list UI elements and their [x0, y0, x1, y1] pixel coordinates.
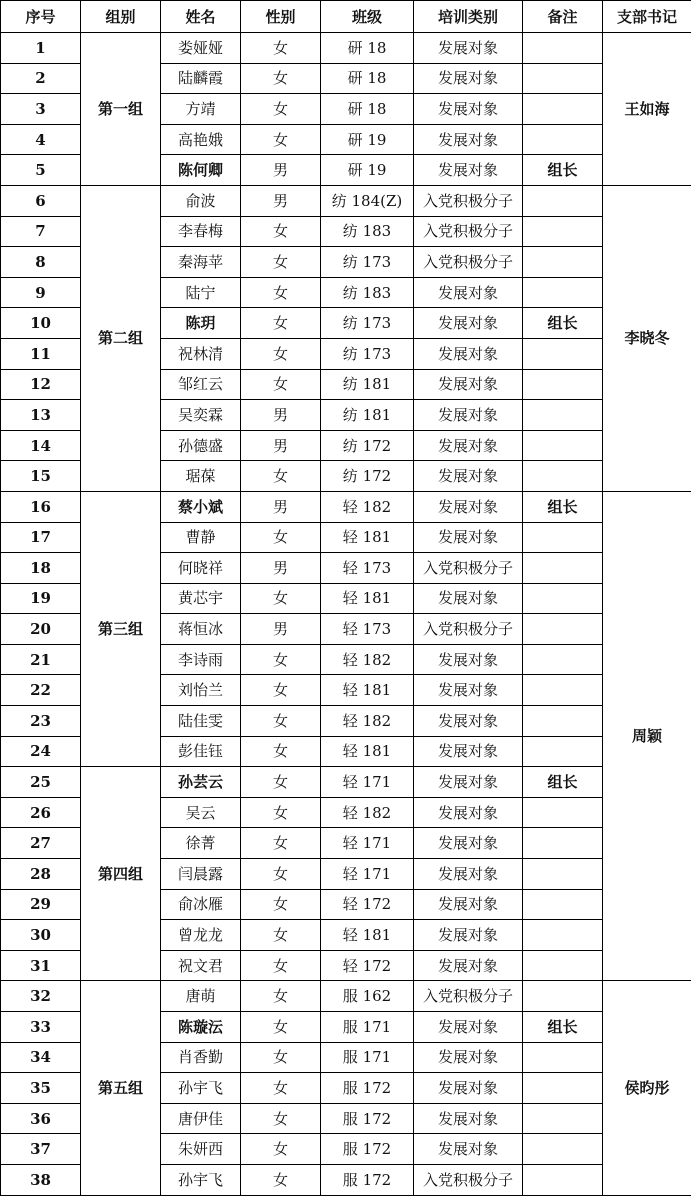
member-name: 徐菁 — [161, 828, 241, 859]
member-name: 方靖 — [161, 94, 241, 125]
row-number: 1 — [1, 33, 81, 64]
row-number: 28 — [1, 859, 81, 890]
member-class: 轻 173 — [321, 553, 414, 584]
member-class: 研 18 — [321, 33, 414, 64]
header-secretary: 支部书记 — [603, 1, 691, 33]
training-type: 发展对象 — [414, 124, 523, 155]
member-gender: 女 — [241, 338, 321, 369]
training-type: 发展对象 — [414, 1042, 523, 1073]
table-header — [1, 1, 691, 33]
note-cell — [523, 950, 603, 981]
member-name: 孙德盛 — [161, 430, 241, 461]
member-gender: 男 — [241, 491, 321, 522]
table-row — [1, 767, 691, 798]
training-type: 发展对象 — [414, 767, 523, 798]
member-class: 服 172 — [321, 1134, 414, 1165]
member-gender: 女 — [241, 369, 321, 400]
row-number: 26 — [1, 797, 81, 828]
training-type: 发展对象 — [414, 583, 523, 614]
table-row — [1, 33, 691, 64]
row-number: 7 — [1, 216, 81, 247]
training-type: 发展对象 — [414, 889, 523, 920]
note-cell — [523, 185, 603, 216]
row-number: 31 — [1, 950, 81, 981]
note-cell — [523, 920, 603, 951]
member-name: 刘怡兰 — [161, 675, 241, 706]
member-class: 服 172 — [321, 1103, 414, 1134]
training-type: 入党积极分子 — [414, 1164, 523, 1195]
member-name: 吴奕霖 — [161, 400, 241, 431]
member-class: 研 19 — [321, 124, 414, 155]
training-type: 发展对象 — [414, 736, 523, 767]
training-type: 发展对象 — [414, 1134, 523, 1165]
member-gender: 女 — [241, 950, 321, 981]
training-type: 发展对象 — [414, 400, 523, 431]
member-gender: 男 — [241, 400, 321, 431]
training-type: 发展对象 — [414, 369, 523, 400]
row-number: 30 — [1, 920, 81, 951]
header-class: 班级 — [321, 1, 414, 33]
note-cell — [523, 859, 603, 890]
training-type: 入党积极分子 — [414, 614, 523, 645]
member-name: 吴云 — [161, 797, 241, 828]
note-cell — [523, 675, 603, 706]
member-class: 轻 171 — [321, 859, 414, 890]
row-number: 23 — [1, 706, 81, 737]
secretary-cell: 周颖 — [603, 491, 691, 981]
row-number: 15 — [1, 461, 81, 492]
note-cell — [523, 461, 603, 492]
note-cell — [523, 1073, 603, 1104]
member-class: 纺 184(Z) — [321, 185, 414, 216]
member-class: 轻 182 — [321, 797, 414, 828]
note-cell — [523, 400, 603, 431]
header-note: 备注 — [523, 1, 603, 33]
table-row — [1, 185, 691, 216]
member-name: 唐伊佳 — [161, 1103, 241, 1134]
member-class: 轻 182 — [321, 644, 414, 675]
header-training-type: 培训类别 — [414, 1, 523, 33]
training-type: 入党积极分子 — [414, 553, 523, 584]
member-gender: 女 — [241, 1134, 321, 1165]
member-class: 轻 181 — [321, 522, 414, 553]
member-class: 纺 181 — [321, 369, 414, 400]
note-cell — [523, 706, 603, 737]
header-group: 组别 — [81, 1, 161, 33]
note-cell — [523, 889, 603, 920]
row-number: 33 — [1, 1012, 81, 1043]
row-number: 8 — [1, 247, 81, 278]
member-gender: 男 — [241, 614, 321, 645]
row-number: 29 — [1, 889, 81, 920]
member-gender: 女 — [241, 277, 321, 308]
member-gender: 女 — [241, 216, 321, 247]
note-cell — [523, 94, 603, 125]
group-cell: 第一组 — [81, 33, 161, 186]
note-cell: 组长 — [523, 155, 603, 186]
member-gender: 女 — [241, 522, 321, 553]
secretary-cell: 王如海 — [603, 33, 691, 186]
member-class: 轻 171 — [321, 767, 414, 798]
member-gender: 女 — [241, 1012, 321, 1043]
member-name: 高艳娥 — [161, 124, 241, 155]
training-type: 发展对象 — [414, 308, 523, 339]
note-cell — [523, 1134, 603, 1165]
row-number: 17 — [1, 522, 81, 553]
member-class: 纺 173 — [321, 247, 414, 278]
note-cell — [523, 277, 603, 308]
group-cell: 第四组 — [81, 767, 161, 981]
row-number: 6 — [1, 185, 81, 216]
row-number: 20 — [1, 614, 81, 645]
training-type: 发展对象 — [414, 859, 523, 890]
member-class: 纺 181 — [321, 400, 414, 431]
training-type: 发展对象 — [414, 675, 523, 706]
member-gender: 女 — [241, 981, 321, 1012]
member-name: 闫晨露 — [161, 859, 241, 890]
member-name: 孙宇飞 — [161, 1073, 241, 1104]
member-class: 服 162 — [321, 981, 414, 1012]
note-cell — [523, 644, 603, 675]
row-number: 14 — [1, 430, 81, 461]
training-type: 发展对象 — [414, 706, 523, 737]
member-class: 服 172 — [321, 1164, 414, 1195]
row-number: 12 — [1, 369, 81, 400]
training-type: 入党积极分子 — [414, 216, 523, 247]
note-cell — [523, 553, 603, 584]
header-gender: 性别 — [241, 1, 321, 33]
row-number: 16 — [1, 491, 81, 522]
member-gender: 女 — [241, 644, 321, 675]
member-class: 服 172 — [321, 1073, 414, 1104]
member-class: 纺 183 — [321, 216, 414, 247]
note-cell — [523, 338, 603, 369]
member-gender: 男 — [241, 553, 321, 584]
member-gender: 女 — [241, 308, 321, 339]
member-class: 轻 181 — [321, 736, 414, 767]
header-name: 姓名 — [161, 1, 241, 33]
row-number: 21 — [1, 644, 81, 675]
note-cell: 组长 — [523, 491, 603, 522]
note-cell: 组长 — [523, 308, 603, 339]
member-gender: 女 — [241, 583, 321, 614]
training-type: 发展对象 — [414, 950, 523, 981]
member-class: 纺 183 — [321, 277, 414, 308]
row-number: 4 — [1, 124, 81, 155]
member-name: 彭佳钰 — [161, 736, 241, 767]
group-cell: 第三组 — [81, 491, 161, 766]
member-name: 肖香勤 — [161, 1042, 241, 1073]
table-row — [1, 491, 691, 522]
member-class: 研 18 — [321, 63, 414, 94]
member-class: 纺 173 — [321, 308, 414, 339]
member-gender: 女 — [241, 1042, 321, 1073]
row-number: 35 — [1, 1073, 81, 1104]
member-gender: 女 — [241, 706, 321, 737]
note-cell — [523, 33, 603, 64]
member-name: 娄娅娅 — [161, 33, 241, 64]
member-name: 朱妍西 — [161, 1134, 241, 1165]
training-type: 发展对象 — [414, 338, 523, 369]
note-cell — [523, 247, 603, 278]
note-cell — [523, 736, 603, 767]
member-class: 轻 171 — [321, 828, 414, 859]
member-gender: 女 — [241, 461, 321, 492]
training-type: 发展对象 — [414, 1073, 523, 1104]
header-no: 序号 — [1, 1, 81, 33]
row-number: 5 — [1, 155, 81, 186]
member-gender: 女 — [241, 94, 321, 125]
member-name: 琚葆 — [161, 461, 241, 492]
member-class: 研 19 — [321, 155, 414, 186]
member-gender: 女 — [241, 124, 321, 155]
note-cell — [523, 614, 603, 645]
member-gender: 女 — [241, 920, 321, 951]
member-gender: 女 — [241, 828, 321, 859]
training-type: 发展对象 — [414, 644, 523, 675]
row-number: 2 — [1, 63, 81, 94]
member-gender: 女 — [241, 33, 321, 64]
note-cell — [523, 430, 603, 461]
member-class: 服 171 — [321, 1012, 414, 1043]
member-class: 轻 182 — [321, 706, 414, 737]
member-name: 孙芸云 — [161, 767, 241, 798]
row-number: 19 — [1, 583, 81, 614]
training-type: 发展对象 — [414, 1012, 523, 1043]
row-number: 10 — [1, 308, 81, 339]
member-class: 服 171 — [321, 1042, 414, 1073]
training-type: 发展对象 — [414, 828, 523, 859]
row-number: 32 — [1, 981, 81, 1012]
secretary-cell: 侯昀彤 — [603, 981, 691, 1195]
member-class: 轻 172 — [321, 950, 414, 981]
training-type: 发展对象 — [414, 522, 523, 553]
row-number: 13 — [1, 400, 81, 431]
member-gender: 女 — [241, 63, 321, 94]
member-name: 俞波 — [161, 185, 241, 216]
member-class: 轻 181 — [321, 675, 414, 706]
row-number: 11 — [1, 338, 81, 369]
training-type: 入党积极分子 — [414, 247, 523, 278]
member-name: 邹红云 — [161, 369, 241, 400]
member-gender: 男 — [241, 155, 321, 186]
training-type: 发展对象 — [414, 491, 523, 522]
member-gender: 女 — [241, 889, 321, 920]
member-class: 纺 173 — [321, 338, 414, 369]
member-gender: 男 — [241, 185, 321, 216]
member-name: 曾龙龙 — [161, 920, 241, 951]
member-name: 唐萌 — [161, 981, 241, 1012]
row-number: 22 — [1, 675, 81, 706]
training-type: 入党积极分子 — [414, 185, 523, 216]
member-name: 陈玥 — [161, 308, 241, 339]
note-cell — [523, 124, 603, 155]
member-gender: 女 — [241, 1073, 321, 1104]
row-number: 38 — [1, 1164, 81, 1195]
row-number: 34 — [1, 1042, 81, 1073]
member-name: 秦海苹 — [161, 247, 241, 278]
member-name: 曹静 — [161, 522, 241, 553]
member-name: 蔡小斌 — [161, 491, 241, 522]
note-cell — [523, 797, 603, 828]
training-type: 发展对象 — [414, 797, 523, 828]
training-type: 发展对象 — [414, 430, 523, 461]
member-class: 研 18 — [321, 94, 414, 125]
member-gender: 男 — [241, 430, 321, 461]
member-class: 轻 181 — [321, 583, 414, 614]
note-cell: 组长 — [523, 767, 603, 798]
member-name: 陈何卿 — [161, 155, 241, 186]
note-cell — [523, 63, 603, 94]
member-gender: 女 — [241, 675, 321, 706]
row-number: 18 — [1, 553, 81, 584]
member-name: 何晓祥 — [161, 553, 241, 584]
training-type: 发展对象 — [414, 277, 523, 308]
note-cell: 组长 — [523, 1012, 603, 1043]
training-type: 发展对象 — [414, 94, 523, 125]
row-number: 27 — [1, 828, 81, 859]
note-cell — [523, 583, 603, 614]
training-type: 发展对象 — [414, 920, 523, 951]
member-name: 祝林清 — [161, 338, 241, 369]
member-name: 陈璇沄 — [161, 1012, 241, 1043]
row-number: 25 — [1, 767, 81, 798]
member-name: 李诗雨 — [161, 644, 241, 675]
row-number: 37 — [1, 1134, 81, 1165]
member-class: 轻 172 — [321, 889, 414, 920]
member-name: 孙宇飞 — [161, 1164, 241, 1195]
member-gender: 女 — [241, 1103, 321, 1134]
note-cell — [523, 216, 603, 247]
training-type: 发展对象 — [414, 33, 523, 64]
row-number: 9 — [1, 277, 81, 308]
training-type: 发展对象 — [414, 155, 523, 186]
table-body — [1, 33, 691, 1196]
row-number: 24 — [1, 736, 81, 767]
member-name: 蒋恒冰 — [161, 614, 241, 645]
member-name: 祝文君 — [161, 950, 241, 981]
table-row — [1, 981, 691, 1012]
training-type: 入党积极分子 — [414, 981, 523, 1012]
group-cell: 第五组 — [81, 981, 161, 1195]
note-cell — [523, 1164, 603, 1195]
row-number: 36 — [1, 1103, 81, 1134]
member-gender: 女 — [241, 1164, 321, 1195]
member-name: 陆麟霞 — [161, 63, 241, 94]
note-cell — [523, 981, 603, 1012]
member-gender: 女 — [241, 247, 321, 278]
training-type: 发展对象 — [414, 63, 523, 94]
member-name: 黄芯宇 — [161, 583, 241, 614]
member-class: 轻 181 — [321, 920, 414, 951]
member-name: 陆佳雯 — [161, 706, 241, 737]
row-number: 3 — [1, 94, 81, 125]
member-gender: 女 — [241, 859, 321, 890]
note-cell — [523, 828, 603, 859]
training-type: 发展对象 — [414, 1103, 523, 1134]
member-class: 纺 172 — [321, 461, 414, 492]
member-class: 轻 173 — [321, 614, 414, 645]
group-cell: 第二组 — [81, 185, 161, 491]
header-row — [1, 1, 691, 33]
member-gender: 女 — [241, 797, 321, 828]
training-type: 发展对象 — [414, 461, 523, 492]
member-gender: 女 — [241, 736, 321, 767]
member-name: 李春梅 — [161, 216, 241, 247]
member-gender: 女 — [241, 767, 321, 798]
note-cell — [523, 369, 603, 400]
member-name: 俞冰雁 — [161, 889, 241, 920]
secretary-cell: 李晓冬 — [603, 185, 691, 491]
note-cell — [523, 1042, 603, 1073]
note-cell — [523, 522, 603, 553]
member-class: 纺 172 — [321, 430, 414, 461]
member-class: 轻 182 — [321, 491, 414, 522]
member-name: 陆宁 — [161, 277, 241, 308]
note-cell — [523, 1103, 603, 1134]
